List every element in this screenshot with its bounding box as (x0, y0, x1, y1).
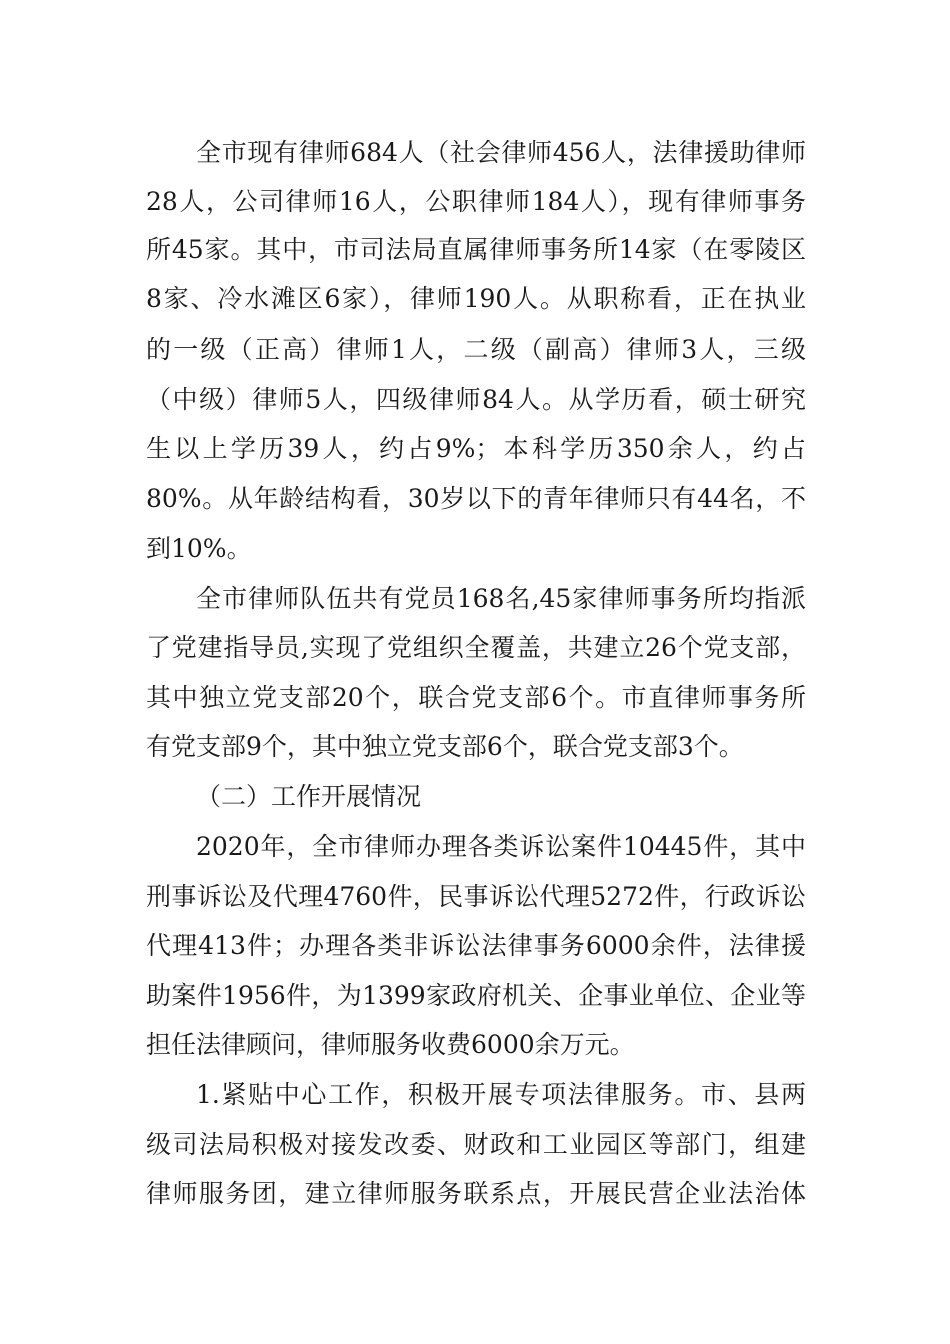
paragraph-3-line-4: 助案件1956件，为1399家政府机关、企事业单位、企业等 (146, 981, 806, 1010)
paragraph-2-line-1: 全市律师队伍共有党员168名,45家律师事务所均指派 (196, 584, 806, 613)
paragraph-3-line-2: 刑事诉讼及代理4760件，民事诉讼代理5272件，行政诉讼 (146, 882, 806, 911)
paragraph-1-line-8: 80%。从年龄结构看，30岁以下的青年律师只有44名，不 (146, 484, 806, 513)
paragraph-1-line-5: 的一级（正高）律师1人，二级（副高）律师3人，三级 (146, 335, 806, 364)
paragraph-1-line-6: （中级）律师5人，四级律师84人。从学历看，硕士研究 (146, 385, 806, 414)
paragraph-3-line-3: 代理413件；办理各类非诉讼法律事务6000余件，法律援 (146, 931, 806, 960)
paragraph-4-line-1: 1.紧贴中心工作，积极开展专项法律服务。市、县两 (196, 1080, 806, 1109)
paragraph-2-line-2: 了党建指导员,实现了党组织全覆盖，共建立26个党支部， (146, 633, 806, 662)
paragraph-4-line-3: 律师服务团，建立律师服务联系点，开展民营企业法治体 (146, 1179, 806, 1208)
section-heading: （二）工作开展情况 (196, 782, 422, 811)
paragraph-1-line-2: 28人，公司律师16人，公职律师184人），现有律师事务 (146, 187, 806, 216)
paragraph-4-line-2: 级司法局积极对接发改委、财政和工业园区等部门，组建 (146, 1130, 806, 1159)
paragraph-3-line-1: 2020年，全市律师办理各类诉讼案件10445件，其中 (196, 832, 806, 861)
paragraph-1-line-1: 全市现有律师684人（社会律师456人，法律援助律师 (196, 138, 806, 167)
paragraph-1-line-4: 8家、冷水滩区6家），律师190人。从职称看，正在执业 (146, 284, 806, 313)
paragraph-2-line-4: 有党支部9个，其中独立党支部6个，联合党支部3个。 (146, 732, 744, 761)
paragraph-2-line-3: 其中独立党支部20个，联合党支部6个。市直律师事务所 (146, 683, 806, 712)
paragraph-1-line-3: 所45家。其中，市司法局直属律师事务所14家（在零陵区 (146, 235, 806, 264)
paragraph-1-line-7: 生以上学历39人，约占9%；本科学历350余人，约占 (146, 434, 806, 463)
paragraph-3-line-5: 担任法律顾问，律师服务收费6000余万元。 (146, 1030, 635, 1059)
paragraph-1-line-9: 到10%。 (146, 534, 252, 563)
